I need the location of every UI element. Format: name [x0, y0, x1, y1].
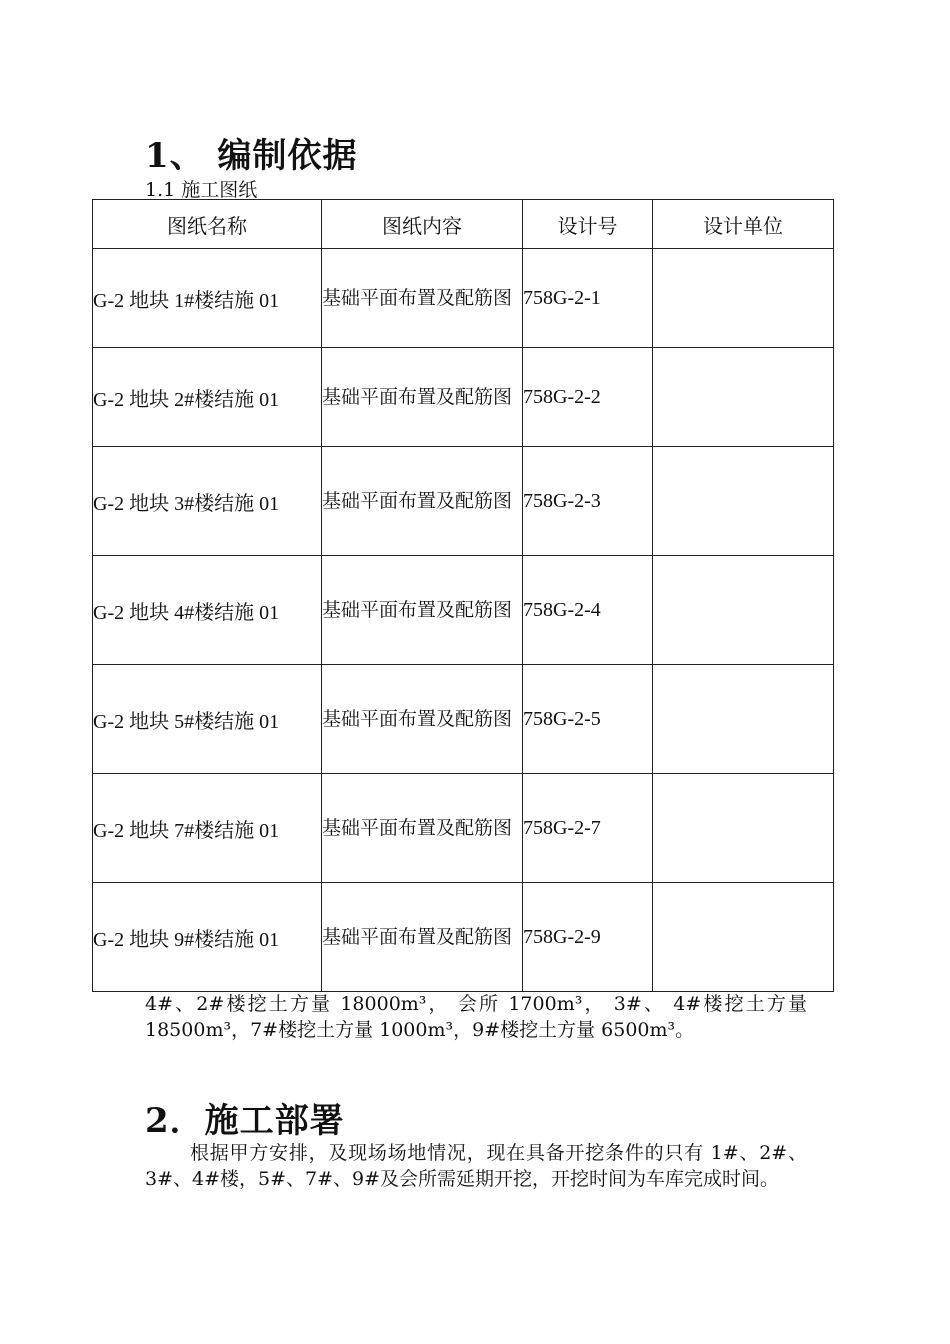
- design-number-cell: 758G-2-2: [523, 348, 653, 447]
- header-drawing-content: 图纸内容: [322, 200, 523, 249]
- table-header-row: [93, 200, 834, 249]
- design-number-cell: 758G-2-3: [523, 447, 653, 556]
- drawing-name-cell: G-2 地块 4#楼结施 01: [93, 556, 322, 665]
- design-unit-cell: [653, 556, 834, 665]
- drawing-name-cell: G-2 地块 2#楼结施 01: [93, 348, 322, 447]
- design-number-cell: 758G-2-1: [523, 249, 653, 348]
- deployment-paragraph: 根据甲方安排，及现场场地情况，现在具备开挖条件的只有 1#、2#、3#、4#楼，5#、7#、9#及会所需延期开挖，开挖时间为车库完成时间。: [145, 1142, 807, 1190]
- design-unit-cell: [653, 665, 834, 774]
- drawing-content-cell: 基础平面布置及配筋图: [322, 249, 523, 348]
- design-number-cell: 758G-2-4: [523, 556, 653, 665]
- drawing-content-cell: 基础平面布置及配筋图: [322, 348, 523, 447]
- drawing-name-cell: G-2 地块 7#楼结施 01: [93, 774, 322, 883]
- drawing-content-cell: 基础平面布置及配筋图: [322, 665, 523, 774]
- header-drawing-name: 图纸名称: [93, 200, 322, 249]
- drawing-name-cell: G-2 地块 3#楼结施 01: [93, 447, 322, 556]
- table-row: [93, 665, 834, 774]
- table-row: [93, 348, 834, 447]
- table-row: [93, 883, 834, 992]
- table-row: [93, 447, 834, 556]
- design-unit-cell: [653, 348, 834, 447]
- design-unit-cell: [653, 249, 834, 348]
- header-design-number: 设计号: [523, 200, 653, 249]
- design-number-cell: 758G-2-9: [523, 883, 653, 992]
- table-row: [93, 249, 834, 348]
- header-design-unit: 设计单位: [653, 200, 834, 249]
- drawing-name-cell: G-2 地块 5#楼结施 01: [93, 665, 322, 774]
- design-unit-cell: [653, 774, 834, 883]
- design-number-cell: 758G-2-7: [523, 774, 653, 883]
- design-number-cell: 758G-2-5: [523, 665, 653, 774]
- table-row: [93, 774, 834, 883]
- design-unit-cell: [653, 883, 834, 992]
- drawing-name-cell: G-2 地块 9#楼结施 01: [93, 883, 322, 992]
- drawings-table: [92, 199, 834, 992]
- drawings-subtitle: 1.1 施工图纸: [145, 179, 258, 201]
- section-2-title: 2．施工部署: [145, 1101, 345, 1141]
- drawing-content-cell: 基础平面布置及配筋图: [322, 447, 523, 556]
- table-row: [93, 556, 834, 665]
- section-1-title: 1、 编制依据: [145, 136, 358, 176]
- drawing-name-cell: G-2 地块 1#楼结施 01: [93, 249, 322, 348]
- design-unit-cell: [653, 447, 834, 556]
- drawing-content-cell: 基础平面布置及配筋图: [322, 556, 523, 665]
- drawing-content-cell: 基础平面布置及配筋图: [322, 883, 523, 992]
- drawing-content-cell: 基础平面布置及配筋图: [322, 774, 523, 883]
- excavation-quantity-text: 4#、2#楼挖土方量 18000m³， 会所 1700m³， 3#、 4#楼挖土方量 18500m³，7#楼挖土方量 1000m³，9#楼挖土方量 6500m³。: [145, 993, 807, 1041]
